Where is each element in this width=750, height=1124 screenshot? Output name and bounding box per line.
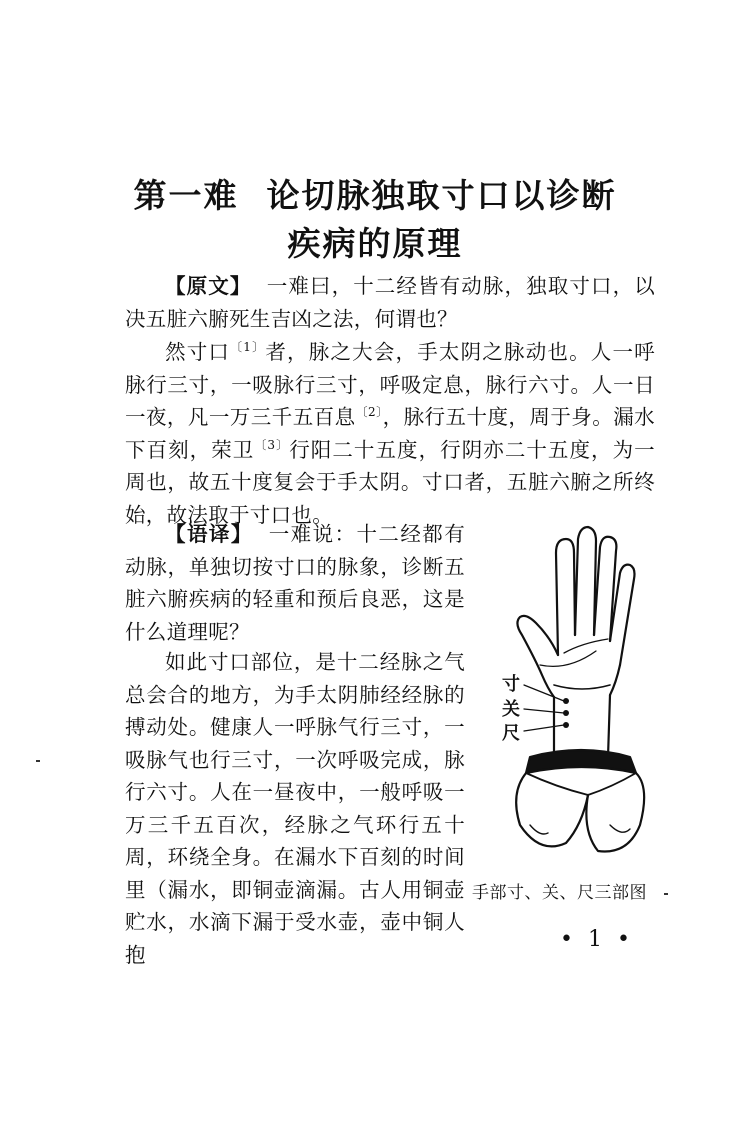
page-number: • 1 • [560, 927, 634, 952]
original-text-segment: 行阳二十五度，行阴亦二十五度，为一周也，故五十度复会于手太阴。寸口者，五脏六腑之所终始，故法取于寸口也。 [125, 437, 655, 527]
chi-label: 尺 [502, 723, 520, 744]
translation-body-1: 一难说：十二经都有动脉，单独切按寸口的脉象，诊断五脏六腑疾病的轻重和预后良恶，这是什么道理呢？ [125, 522, 466, 644]
chapter-title-line-2: 疾病的原理 [287, 224, 463, 263]
scan-speck [664, 893, 668, 895]
figure-caption: 手部寸、关、尺三部图 [472, 883, 647, 903]
translation-paragraph-1 [125, 518, 465, 648]
original-text-paragraph-1 [125, 270, 655, 335]
chapter-number: 第一难 [133, 176, 239, 215]
original-text-segment: 然寸口 [165, 340, 231, 364]
translation-paragraph-2: 如此寸口部位，是十二经脉之气总会合的地方，为手太阴肺经经脉的搏动处。健康人一呼脉气行三寸，一吸脉气也行三寸，一次呼吸完成，脉行六寸。人在一昼夜中，一般呼吸一万三千五百次，经脉之气环行五十周，环绕全身。在漏水下百刻的时间里（漏水，即铜壶滴漏。古人用铜壶贮水，水滴下漏于受水壶，壶中铜人抱 [125, 650, 465, 967]
cun-label: 寸 [502, 674, 520, 695]
footnote-marker-1: 〔1〕 [230, 340, 266, 354]
original-text-segment: ，脉行五十度，周于身。漏水下百刻，荣卫 [125, 405, 655, 462]
footnote-marker-3: 〔3〕 [254, 437, 290, 452]
hand-illustration [470, 525, 670, 875]
original-text-tag: 【原文】 [165, 274, 252, 298]
chapter-heading: 论切脉独取寸口以诊断 [266, 176, 617, 215]
original-text-body-1: 一难曰，十二经皆有动脉，独取寸口，以决五脏六腑死生吉凶之法，何谓也？ [125, 274, 655, 331]
translation-tag: 【语译】 [165, 522, 253, 546]
hand-pulse-figure [470, 525, 670, 875]
original-text-segment: 者，脉之大会，手太阴之脉动也。人一呼脉行三寸，一吸脉行三寸，呼吸定息，脉行六寸。人一日一夜，凡一万三千五百息 [125, 340, 655, 429]
scan-speck [36, 760, 40, 762]
guan-label: 关 [502, 699, 520, 720]
footnote-marker-2: 〔2〕 [355, 405, 383, 419]
original-text-paragraph-2 [125, 336, 655, 531]
chapter-title-line-1 [0, 170, 750, 217]
